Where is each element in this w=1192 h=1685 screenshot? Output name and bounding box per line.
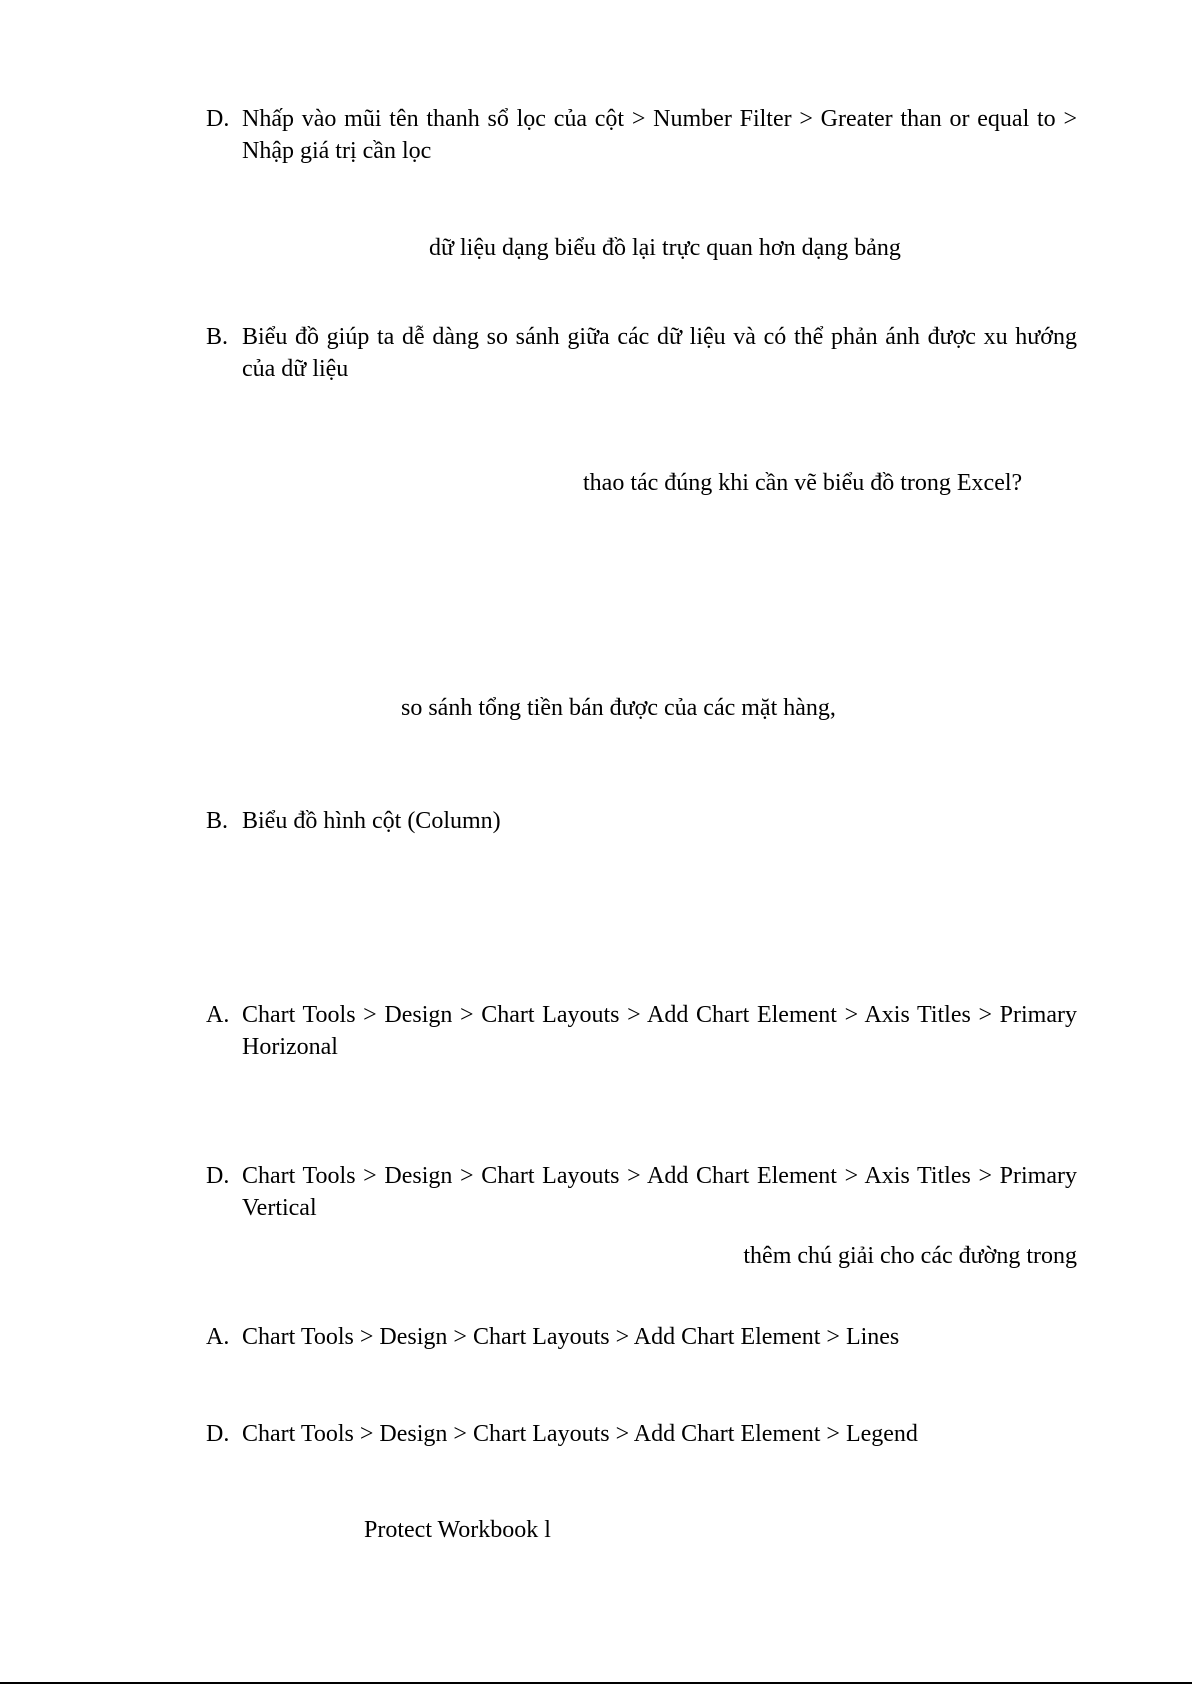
- text-fragment-excel-question: thao tác đúng khi cần vẽ biểu đồ trong Excel?: [583, 470, 1023, 496]
- answer-option-d-legend: [206, 1418, 1077, 1450]
- answer-option-b-chart-compare: [206, 321, 1077, 385]
- option-marker: D.: [206, 1163, 230, 1189]
- answer-option-a-axis-horizontal: [206, 999, 1077, 1063]
- option-text: Chart Tools > Design > Chart Layouts > Add Chart Element > Lines: [242, 1324, 900, 1350]
- option-marker: D.: [206, 1421, 230, 1447]
- option-text: Chart Tools > Design > Chart Layouts > Add Chart Element > Axis Titles > Primary Vertical: [242, 1163, 1077, 1221]
- option-text: Chart Tools > Design > Chart Layouts > Add Chart Element > Axis Titles > Primary Horizonal: [242, 1002, 1077, 1060]
- option-marker: B.: [206, 808, 229, 834]
- option-marker: D.: [206, 106, 230, 132]
- answer-option-b-column-chart: [206, 805, 1077, 837]
- option-text: Chart Tools > Design > Chart Layouts > Add Chart Element > Legend: [242, 1421, 918, 1447]
- option-text: Biểu đồ hình cột (Column): [242, 808, 501, 834]
- answer-option-d-filter: [206, 103, 1077, 167]
- text-fragment-chart-visual: dữ liệu dạng biểu đồ lại trực quan hơn dạng bảng: [429, 235, 901, 261]
- answer-option-d-axis-vertical: [206, 1160, 1077, 1224]
- answer-option-a-lines: [206, 1321, 1077, 1353]
- option-marker: A.: [206, 1324, 230, 1350]
- option-text: Biểu đồ giúp ta dễ dàng so sánh giữa các dữ liệu và có thể phản ánh được xu hướng của dữ liệu: [242, 324, 1077, 382]
- text-fragment-sales-compare: so sánh tổng tiền bán được của các mặt hàng,: [401, 695, 836, 721]
- text-fragment-protect-workbook: Protect Workbook l: [364, 1517, 551, 1543]
- page-bottom-border: [0, 1682, 1192, 1684]
- option-marker: A.: [206, 1002, 230, 1028]
- option-marker: B.: [206, 324, 229, 350]
- option-text: Nhấp vào mũi tên thanh sổ lọc của cột > Number Filter > Greater than or equal to > Nhập giá trị cần lọc: [242, 106, 1077, 164]
- text-fragment-legend-question: thêm chú giải cho các đường trong: [743, 1243, 1077, 1269]
